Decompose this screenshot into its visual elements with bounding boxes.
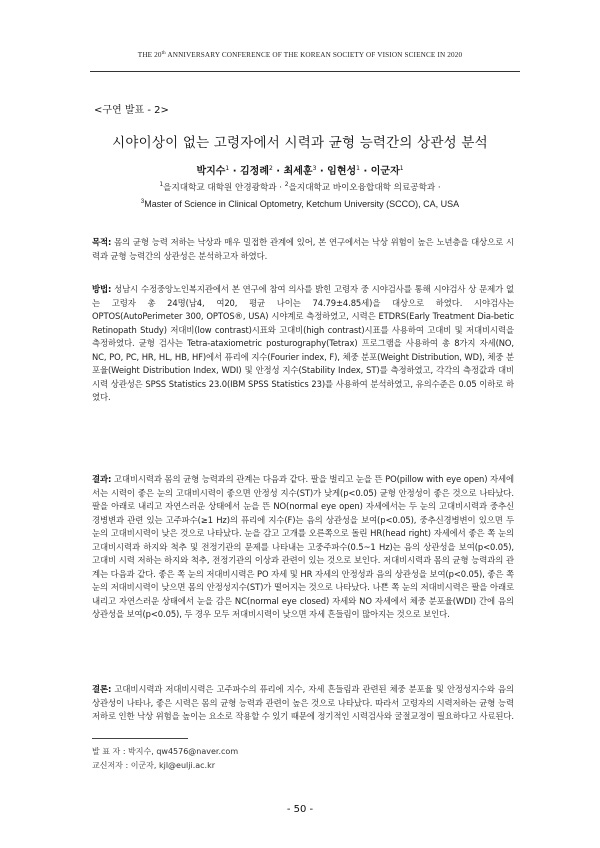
author-name: 이군자 — [370, 166, 400, 177]
result-paragraph — [92, 473, 514, 622]
affiliation-line-2 — [0, 199, 600, 209]
header-text-post: ANNIVERSARY CONFERENCE OF THE KOREAN SOCIETY OF VISION SCIENCE IN 2020 — [165, 51, 463, 59]
section-label: <구연 발표 - 2> — [94, 105, 169, 116]
result-label: 결과: — [92, 474, 112, 484]
author-name: 최세훈 — [283, 166, 313, 177]
author-separator: · — [359, 166, 371, 177]
affiliation-text: 을지대학교 바이오융합대학 의료공학과 · — [288, 183, 441, 193]
author-sup: 1 — [399, 165, 404, 172]
result-text: 고대비시력과 몸의 균형 능력과의 관계는 다음과 같다. 팔을 벌리고 눈을 뜬 PO(pillow with eye open) 자세에서는 시력이 좋은 눈의 고대비시력이 좋으면 안정성 지수(ST)가 낮게(p<0.05) 균형 안정성이 좋은 것으로 나타났다. 팔을 아래로 내리고 자연스러운 상태에서 눈을 뜬 NO(normal eye open) 자세에서는 두 눈의 고대비시력과 중추신경병변과 관련 있는 고주파수(≥1 Hz)의 퓨리에 지수(F)는 음의 상관성을 보여(p<0.05), 중추신경병변이 있으면 두 눈의 고대비시력이 낮은 것으로 나타났다. 눈을 감고 고개를 오른쪽으로 돌린 HR(head right) 자세에서 좋은 쪽 눈의 고대비시력과 하지와 척추 및 전정기관의 문제를 나타내는 고중주파수(0.5~1 Hz)는 음의 상관성을 보여(p<0.05), 고대비 시력 저하는 하지와 척추, 전정기관의 이상과 관련이 있는 것으로 보인다. 저대비시력과 몸의 균형 능력과의 관계는 다음과 같다. 좋은 쪽 눈의 저대비시력은 PO 자세 및 HR 자세의 안정성과 음의 상관성을 보여(p<0.05), 좋은 쪽 눈의 저대비시력이 낮으면 몸의 안정성지수(ST)가 떨어지는 것으로 나타났다. 나쁜 쪽 눈의 저대비시력은 팔을 아래로 내리고 자연스러운 상태에서 눈을 감은 NC(normal eye closed) 자세와 NO 자세에서 체중 분포율(WDI) 간에 음의 상관성을 보여(p<0.05), 두 경우 모두 저대비시력이 낮으면 자세 흔들림이 많아지는 것으로 보인다. — [92, 474, 514, 619]
author-sup: 1 — [225, 165, 230, 172]
purpose-text: 몸의 균형 능력 저하는 낙상과 매우 밀접한 관계에 있어, 본 연구에서는 낙상 위험이 높은 노년층을 대상으로 시력과 균형 능력간의 상관성은 분석하고자 하였다. — [92, 237, 514, 261]
affiliation-sup: 1 — [159, 181, 164, 188]
paper-title: 시야이상이 없는 고령자에서 시력과 균형 능력간의 상관성 분석 — [112, 135, 488, 151]
affiliation-text: 을지대학교 대학원 안경광학과 · — [163, 183, 285, 193]
author-sup: 1 — [356, 165, 360, 172]
header-ordinal: th — [161, 51, 166, 56]
author-separator: · — [272, 166, 284, 177]
author-sup: 2 — [269, 165, 273, 172]
author-separator: · — [229, 166, 241, 177]
header-divider — [90, 71, 520, 72]
method-text: 성남시 수정중앙노인복지관에서 본 연구에 참여 의사를 밝힌 고령자 중 시야검사를 통해 시야검사 상 문제가 없는 고령자 총 24명(남4, 여20, 평균 나이는 74.79±4.85세)을 대상으로 하였다. 시야검사는 OPTOS(AutoPerimeter 300, OPTOS®, USA) 시야계로 측정하였고, 시력은 ETDRS(Early Treatment Dia-betic Retinopath Study) 저대비(low contrast)시표와 고대비(high contrast)시표를 사용하여 고대비 및 저대비시력을 측정하였다. 균형 검사는 Tetra-ataxiometric posturography(Tetrax) 프로그램을 사용하여 총 8가지 자세(NO, NC, PO, PC, HR, HL, HB, HF)에서 퓨리에 지수(Fourier index, F), 체중 분포(Weight Distribution, WD), 체중 분포율(Weight Distribution Index, WDI) 및 안정성 지수(Stability Index, ST)를 측정하였고, 각각의 측정값과 대비시력 상관성은 SPSS Statistics 23.0(IBM SPSS Statistics 23)를 사용하여 분석하였고, 유의수준은 0.05 이하로 하였다. — [92, 284, 514, 402]
affiliation-line-1 — [0, 181, 600, 193]
affiliation-sup: 2 — [284, 181, 289, 188]
purpose-paragraph — [92, 236, 514, 263]
conference-header — [0, 51, 600, 59]
purpose-label: 목적: — [92, 237, 112, 247]
corresponding-footnote: 교신저자 : 이군자, kjl@eulji.ac.kr — [92, 761, 216, 770]
affiliation-text: Master of Science in Clinical Optometry, Ketchum University (SCCO), CA, USA — [144, 199, 460, 209]
author-name: 박지수 — [196, 166, 226, 177]
presenter-footnote: 발 표 자 : 박지수, qw4576@naver.com — [92, 747, 239, 756]
footnote-divider — [92, 738, 188, 739]
method-label: 방법: — [92, 284, 112, 294]
conclusion-label: 결론: — [92, 684, 112, 694]
affiliation-sup: 3 — [140, 199, 145, 205]
conclusion-paragraph — [92, 683, 514, 724]
header-text-pre: THE 20 — [137, 51, 162, 59]
author-name: 임현성 — [327, 166, 357, 177]
author-name: 김정례 — [240, 166, 269, 177]
method-paragraph — [92, 283, 514, 405]
conclusion-text: 고대비시력과 저대비시력은 고주파수의 퓨리에 지수, 자세 흔들림과 관련된 체중 분포율 및 안정성지수와 음의 상관성이 나타나, 좋은 시력은 몸의 균형 능력과 관련이 높은 것으로 나타났다. 따라서 고령자의 시력저하는 균형 능력 저하로 인한 낙상 위험을 높이는 요소로 작용할 수 있기 때문에 정기적인 시력검사와 굴절교정이 필요하다고 사료된다. — [92, 684, 514, 721]
author-list — [0, 162, 600, 177]
page-number: - 50 - — [286, 804, 314, 815]
author-sup: 3 — [312, 165, 317, 172]
author-separator: · — [316, 166, 328, 177]
